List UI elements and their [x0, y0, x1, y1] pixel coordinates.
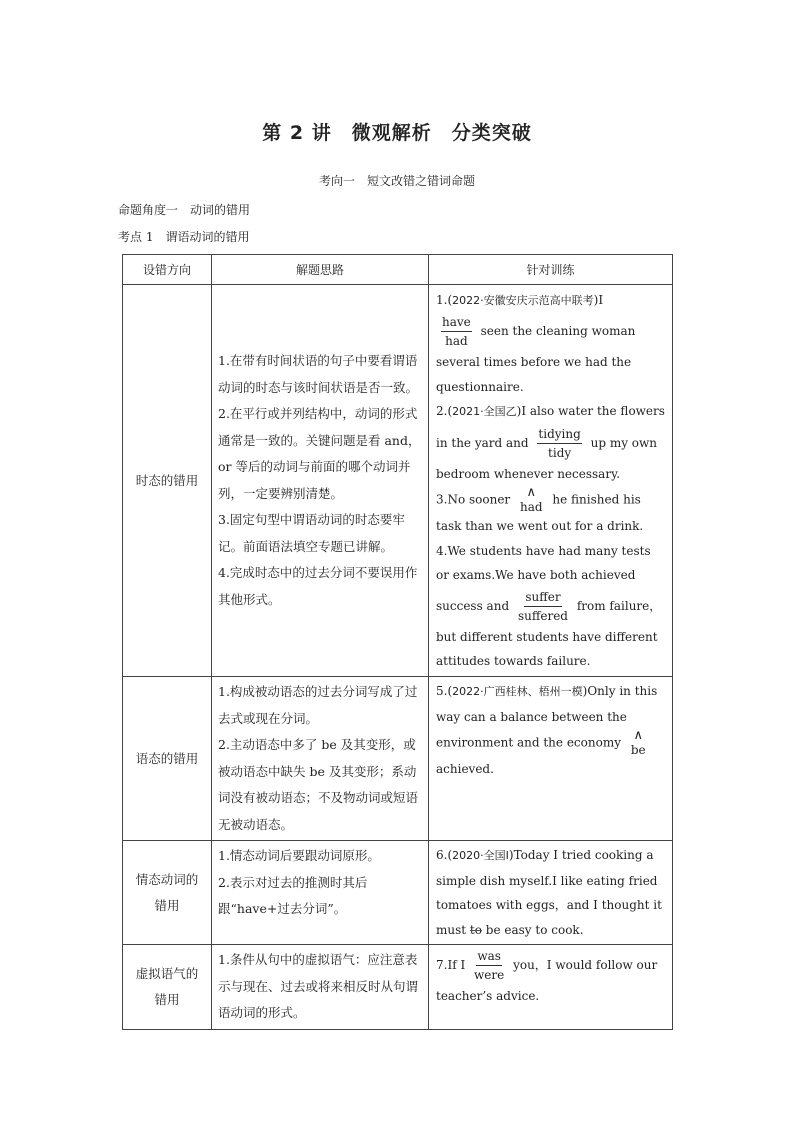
exercise-item: 3.No sooner ∧ had he finished his task than we went out for a drink. [436, 485, 644, 533]
exercise-item: 4.We students have had many tests or exams.We have both achieved success and suffer suffered from failure，but different students have different attitudes towards failure. [436, 543, 662, 668]
tip: 2.表示对过去的推测时其后跟“have+过去分词”。 [218, 874, 368, 916]
source-label: 2021·全国乙 [452, 405, 517, 418]
category-cell: 虚拟语气的错用 [123, 945, 212, 1030]
correction-mark: have had [442, 315, 471, 348]
exercise-item: 2.(2021·全国乙)I also water the flowers in the yard and tidying tidy up my own bedroom whenever necessary. [436, 404, 665, 481]
header-training: 针对训练 [429, 255, 673, 285]
source-label: 2020·全国Ⅰ [452, 849, 509, 862]
exercise-item: 6.(2020·全国Ⅰ)Today I tried cooking a simple dish myself.I like eating fried tomatoes with eggs，and I thought it must to be easy to cook. [436, 848, 662, 937]
tips-cell [212, 841, 429, 945]
exercise-cell [429, 677, 673, 841]
error-table [122, 254, 673, 1030]
table-row [123, 841, 673, 945]
tip: 1.在带有时间状语的句子中要看谓语动词的时态与该时间状语是否一致。 [218, 353, 419, 395]
exercise-cell [429, 285, 673, 677]
correction-mark: suffer suffered [517, 589, 568, 623]
exercise-cell [429, 841, 673, 945]
tips-cell [212, 285, 429, 677]
table-row [123, 677, 673, 841]
header-approach: 解题思路 [212, 255, 429, 285]
category-cell: 语态的错用 [123, 677, 212, 841]
exercise-cell [429, 945, 673, 1030]
tip: 3.固定句型中谓语动词的时态要牢记。前面语法填空专题已讲解。 [218, 512, 405, 554]
deleted-word: to [469, 922, 482, 937]
point-heading: 考点 1 谓语动词的错用 [118, 230, 250, 244]
tip: 2.主动语态中多了 be 及其变形，或被动语态中缺失 be 及其变形；系动词没有被动语态；不及物动词或短语无被动语态。 [218, 737, 419, 832]
correction-mark: tidying tidy [538, 426, 581, 460]
tip: 1.条件从句中的虚拟语气：应注意表示与现在、过去或将来相反时从句谓语动词的形式。 [218, 952, 419, 1020]
category-cell: 时态的错用 [123, 285, 212, 677]
exercise-item: 1.(2022·安徽安庆示范高中联考)I have had seen the cleaning woman several times before we had the questionnaire. [436, 292, 636, 394]
angle-heading: 命题角度一 动词的错用 [118, 203, 251, 217]
tip: 1.构成被动语态的过去分词写成了过去式或现在分词。 [218, 684, 418, 726]
section-subtitle: 考向一 短文改错之错词命题 [318, 174, 475, 188]
tips-cell [212, 677, 429, 841]
header-direction: 设错方向 [123, 255, 212, 285]
source-label: 2022·安徽安庆示范高中联考 [452, 293, 594, 307]
table-row [123, 945, 673, 1030]
table-header-row [123, 255, 673, 285]
tip: 2.在平行或并列结构中，动词的形式通常是一致的。关键问题是看 and，or 等后的动词与前面的哪个动词并列，一定要辨别清楚。 [218, 406, 421, 501]
correction-mark: was were [474, 949, 505, 982]
insert-mark: ∧ had [520, 485, 543, 514]
tips-cell [212, 945, 429, 1030]
page-title: 第 2 讲 微观解析 分类突破 [262, 122, 532, 144]
insert-mark: ∧ be [630, 728, 646, 757]
exercise-item: 7.If I was were you，I would follow our teacher’s advice. [436, 949, 658, 1003]
category-cell: 情态动词的错用 [123, 841, 212, 945]
tip: 4.完成时态中的过去分词不要误用作其他形式。 [218, 565, 418, 607]
exercise-item: 5.(2022·广西桂林、梧州一模)Only in this way can a balance between the environment and the economy ∧ be achieved. [436, 684, 658, 776]
tip: 1.情态动词后要跟动词原形。 [218, 848, 380, 863]
table-row [123, 285, 673, 677]
source-label: 2022·广西桂林、梧州一模 [452, 685, 583, 698]
